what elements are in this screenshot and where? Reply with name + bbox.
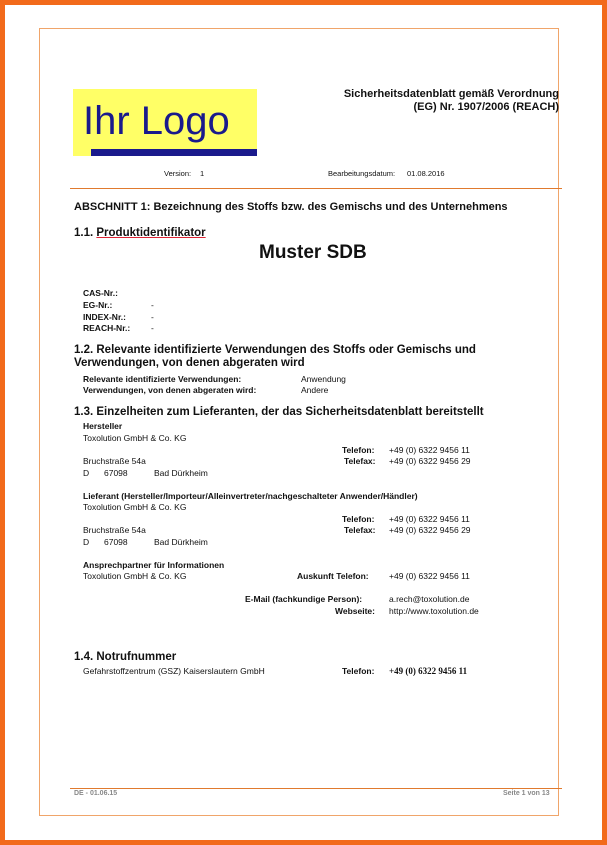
subsection-number: 1.1. — [74, 227, 94, 239]
supplier-heading: Lieferant (Hersteller/Importeur/Alleinvertreter/nachgeschalteter Anwender/Händler) — [83, 491, 418, 501]
footer-date: DE - 01.06.15 — [74, 790, 118, 797]
id-value: - — [151, 300, 154, 310]
section-heading: ABSCHNITT 1: Bezeichnung des Stoffs bzw. des Gemischs und des Unternehmens — [74, 201, 508, 213]
product-name: Muster SDB — [259, 242, 367, 263]
logo-underline — [91, 149, 257, 156]
contact-company: Toxolution GmbH & Co. KG — [83, 571, 187, 581]
supplier-zip: 67098 — [104, 537, 128, 547]
supplier-country: D — [83, 537, 90, 547]
version-label: Version: — [164, 169, 192, 178]
supplier-phone-label: Telefon: — [342, 514, 375, 524]
emergency-phone: +49 (0) 6322 9456 11 — [389, 666, 468, 676]
date-value: 01.08.2016 — [407, 169, 445, 178]
version-value: 1 — [200, 169, 205, 178]
footer-page-number: Seite 1 von 13 — [503, 790, 550, 797]
id-label: EG-Nr.: — [83, 300, 113, 310]
supplier-company: Toxolution GmbH & Co. KG — [83, 502, 187, 512]
subsection-1-4-title: 1.4. Notrufnummer — [74, 651, 177, 663]
manufacturer-city: Bad Dürkheim — [154, 468, 208, 478]
id-value: - — [151, 312, 154, 322]
document-title-line2: (EG) Nr. 1907/2006 (REACH) — [413, 101, 559, 113]
subsection-1-2-title-line1: 1.2. Relevante identifizierte Verwendungen des Stoffs oder Gemischs und — [74, 344, 476, 356]
contact-heading: Ansprechpartner für Informationen — [83, 560, 225, 570]
manufacturer-zip: 67098 — [104, 468, 128, 478]
use-label: Verwendungen, von denen abgeraten wird: — [83, 385, 257, 395]
email-value: a.rech@toxolution.de — [389, 594, 470, 604]
id-label: CAS-Nr.: — [83, 288, 118, 298]
emergency-name: Gefahrstoffzentrum (GSZ) Kaiserslautern GmbH — [83, 666, 265, 676]
manufacturer-heading: Hersteller — [83, 421, 123, 431]
supplier-street: Bruchstraße 54a — [83, 525, 146, 535]
manufacturer-fax-label: Telefax: — [344, 456, 376, 466]
web-value: http://www.toxolution.de — [389, 606, 479, 616]
subsection-1-3-title: 1.3. Einzelheiten zum Lieferanten, der das Sicherheitsdatenblatt bereitstellt — [74, 406, 484, 418]
supplier-fax: +49 (0) 6322 9456 29 — [389, 525, 471, 535]
manufacturer-country: D — [83, 468, 90, 478]
web-label: Webseite: — [335, 606, 375, 616]
use-value: Andere — [301, 385, 329, 395]
use-label: Relevante identifizierte Verwendungen: — [83, 374, 242, 384]
subsection-1-1 — [74, 227, 206, 239]
manufacturer-street: Bruchstraße 54a — [83, 456, 146, 466]
email-label: E-Mail (fachkundige Person): — [245, 594, 363, 604]
logo-text: Ihr Logo — [83, 99, 230, 143]
supplier-phone: +49 (0) 6322 9456 11 — [389, 514, 470, 524]
info-phone: +49 (0) 6322 9456 11 — [389, 571, 470, 581]
id-label: REACH-Nr.: — [83, 323, 131, 333]
emergency-phone-label: Telefon: — [342, 666, 375, 676]
date-label: Bearbeitungsdatum: — [328, 169, 396, 178]
id-label: INDEX-Nr.: — [83, 312, 126, 322]
info-phone-label: Auskunft Telefon: — [297, 571, 369, 581]
supplier-city: Bad Dürkheim — [154, 537, 208, 547]
use-value: Anwendung — [301, 374, 346, 384]
manufacturer-company: Toxolution GmbH & Co. KG — [83, 433, 187, 443]
subsection-title: Produktidentifikator — [96, 227, 206, 239]
subsection-1-2-title-line2: Verwendungen, von denen abgeraten wird — [74, 357, 305, 369]
header-divider — [70, 188, 562, 189]
footer-divider — [70, 788, 562, 789]
document-title-line1: Sicherheitsdatenblatt gemäß Verordnung — [343, 88, 559, 100]
manufacturer-phone-label: Telefon: — [342, 445, 375, 455]
manufacturer-phone: +49 (0) 6322 9456 11 — [389, 445, 470, 455]
id-value: - — [151, 323, 154, 333]
manufacturer-fax: +49 (0) 6322 9456 29 — [389, 456, 471, 466]
logo — [73, 89, 257, 156]
supplier-fax-label: Telefax: — [344, 525, 376, 535]
